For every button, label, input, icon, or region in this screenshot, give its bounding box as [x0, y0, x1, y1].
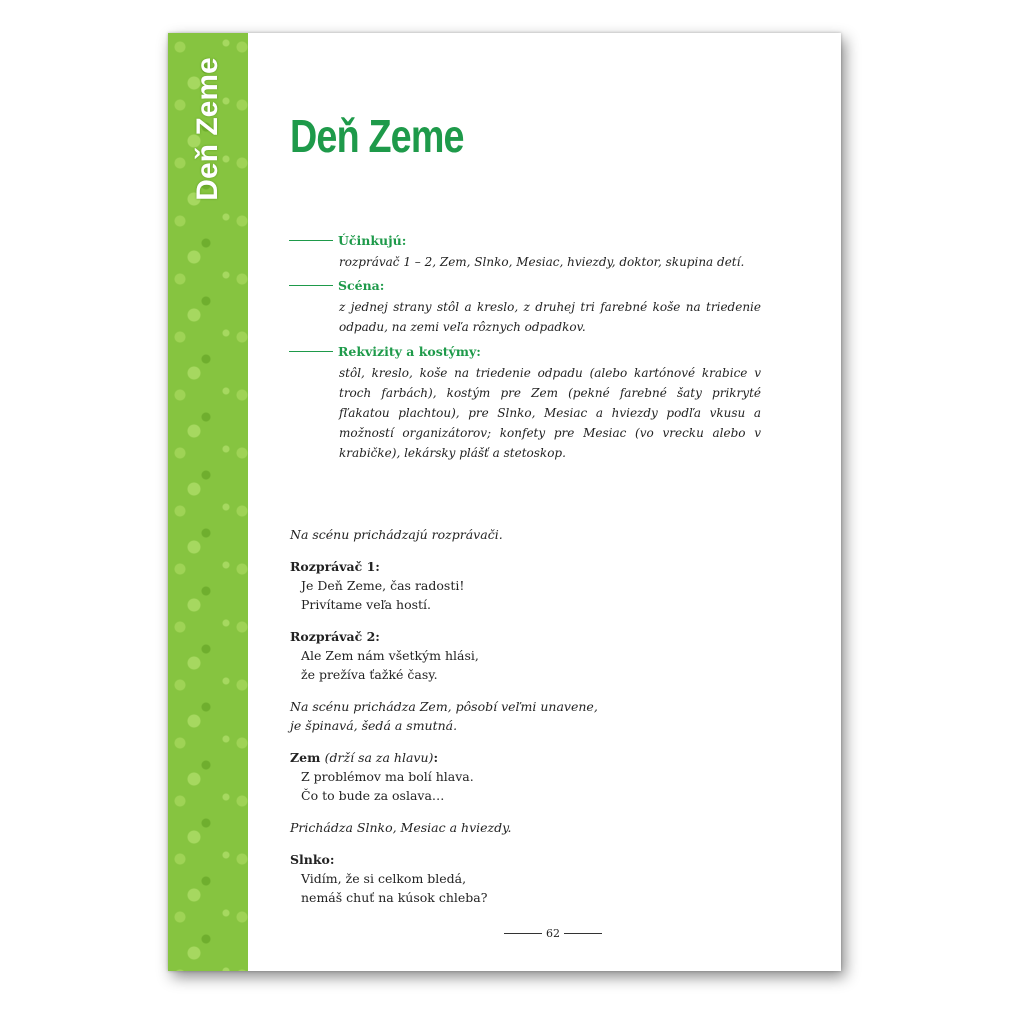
speaker-colon: :: [433, 750, 439, 765]
verse-line: Je Deň Zeme, čas radosti!: [301, 578, 465, 593]
speaker-name: Zem: [290, 750, 321, 765]
speech-block: [290, 850, 760, 907]
book-page: [168, 33, 841, 971]
verse-line: Privítame veľa hostí.: [301, 597, 432, 612]
side-band: [168, 33, 248, 971]
heading-rule: [289, 240, 333, 241]
verse-line: Ale Zem nám všetkým hlási,: [301, 648, 479, 663]
speech-block: [290, 748, 760, 805]
verse-line: nemáš chuť na kúsok chleba?: [301, 890, 488, 905]
stage-direction-block: [290, 697, 760, 735]
stage-direction: Na scénu prichádzajú rozprávači.: [290, 527, 503, 542]
speaker-name: Rozprávač 2:: [290, 629, 380, 644]
speaker-name: Rozprávač 1:: [290, 559, 380, 574]
script-body: [290, 525, 760, 907]
stage-direction: Prichádza Slnko, Mesiac a hviezdy.: [290, 820, 512, 835]
page-title: Deň Zeme: [290, 110, 464, 162]
cast-text: rozprávač 1 – 2, Zem, Slnko, Mesiac, hviezdy, doktor, skupina detí.: [339, 255, 745, 269]
heading-rule: [289, 351, 333, 352]
scene-section: [289, 278, 761, 337]
props-text: stôl, kreslo, koše na triedenie odpadu (alebo kartónové krabice v troch farbách), kostým pre Zem (pekné farebné šaty prikryté fľakatou plachtou), pre Slnko, Mesiac a hviezdy podľa vkusu a možností organizátorov; konfety pre Mesiac (vo vrecku alebo v krabičke), lekársky plášť a stetoskop.: [339, 366, 761, 460]
stage-direction: je špinavá, šedá a smutná.: [290, 718, 458, 733]
footer-rule-left: [504, 933, 542, 934]
page-number: 62: [546, 927, 560, 940]
cast-section: [289, 233, 761, 272]
verse-line: Čo to bude za oslava…: [301, 788, 445, 803]
page-footer: [500, 927, 606, 940]
speech-block: [290, 627, 760, 684]
verse-line: Z problémov ma bolí hlava.: [301, 769, 474, 784]
speaker-line: [290, 748, 760, 767]
verse-line: že prežíva ťažké časy.: [301, 667, 438, 682]
scene-heading: Scéna:: [338, 278, 385, 293]
speaker-note: (drží sa za hlavu): [324, 750, 434, 765]
speaker-name: Slnko:: [290, 852, 335, 867]
stage-direction: Na scénu prichádza Zem, pôsobí veľmi unavene,: [290, 699, 598, 714]
verse-line: Vidím, že si celkom bledá,: [301, 871, 467, 886]
heading-rule: [289, 285, 333, 286]
speech-block: [290, 557, 760, 614]
scene-text: z jednej strany stôl a kreslo, z druhej tri farebné koše na triedenie odpadu, na zemi veľa rôznych odpadkov.: [339, 300, 761, 334]
props-heading: Rekvizity a kostýmy:: [338, 344, 481, 359]
band-title: Deň Zeme: [191, 57, 224, 201]
cast-heading: Účinkujú:: [338, 233, 407, 248]
props-section: [289, 344, 761, 463]
footer-rule-right: [564, 933, 602, 934]
